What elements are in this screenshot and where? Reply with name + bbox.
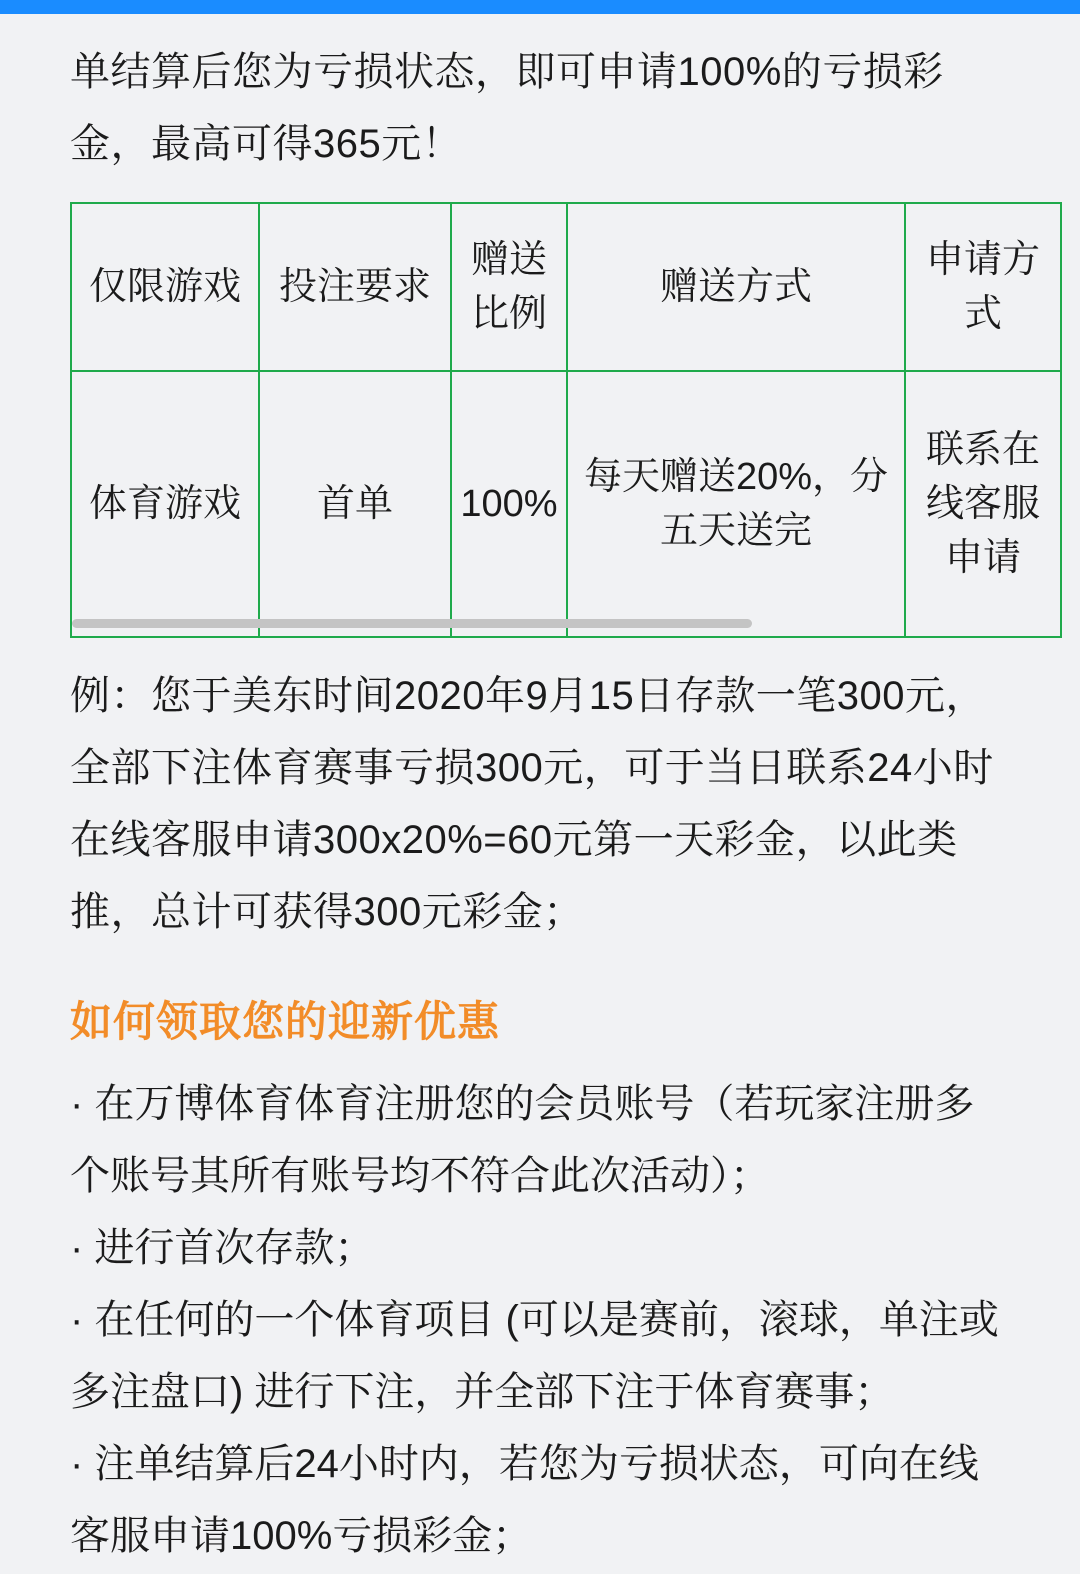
table-header-cell: 投注要求 xyxy=(259,203,451,371)
table-row xyxy=(71,371,1061,637)
list-item: · 进行首次存款； xyxy=(70,1226,375,1270)
intro-paragraph: 单结算后您为亏损状态，即可申请100%的亏损彩金，最高可得365元！ xyxy=(70,50,944,166)
table-cell-ratio: 100% xyxy=(451,371,567,637)
section-title-how-to-claim: 如何领取您的迎新优惠 xyxy=(70,998,501,1045)
table-horizontal-scrollbar-thumb[interactable] xyxy=(72,619,752,628)
example-paragraph: 例：您于美东时间2020年9月15日存款一笔300元，全部下注体育赛事亏损300元，可于当日联系24小时在线客服申请300x20%=60元第一天彩金，以此类推，总计可获得300元彩金； xyxy=(70,674,994,934)
promo-table-wrapper[interactable] xyxy=(70,202,1040,638)
list-item: · 在万博体育体育注册您的会员账号（若玩家注册多个账号其所有账号均不符合此次活动）； xyxy=(70,1082,975,1198)
table-header-cell: 申请方式 xyxy=(905,203,1061,371)
promotion-content xyxy=(36,14,1044,1572)
browser-status-bar xyxy=(0,0,1080,14)
table-header-cell: 仅限游戏 xyxy=(71,203,259,371)
table-cell-apply: 联系在线客服申请 xyxy=(905,371,1061,637)
table-cell-method: 每天赠送20%，分五天送完 xyxy=(567,371,905,637)
promo-table xyxy=(70,202,1062,638)
list-item: · 注单结算后24小时内，若您为亏损状态，可向在线客服申请100%亏损彩金； xyxy=(70,1442,979,1558)
table-cell-game: 体育游戏 xyxy=(71,371,259,637)
claim-steps-list xyxy=(36,1068,1044,1572)
table-header-cell: 赠送比例 xyxy=(451,203,567,371)
table-cell-requirement: 首单 xyxy=(259,371,451,637)
table-header-cell: 赠送方式 xyxy=(567,203,905,371)
list-item: · 在任何的一个体育项目 (可以是赛前，滚球，单注或多注盘口) 进行下注，并全部下注于体育赛事； xyxy=(70,1298,999,1414)
promotion-page xyxy=(0,14,1080,1574)
table-header-row xyxy=(71,203,1061,371)
